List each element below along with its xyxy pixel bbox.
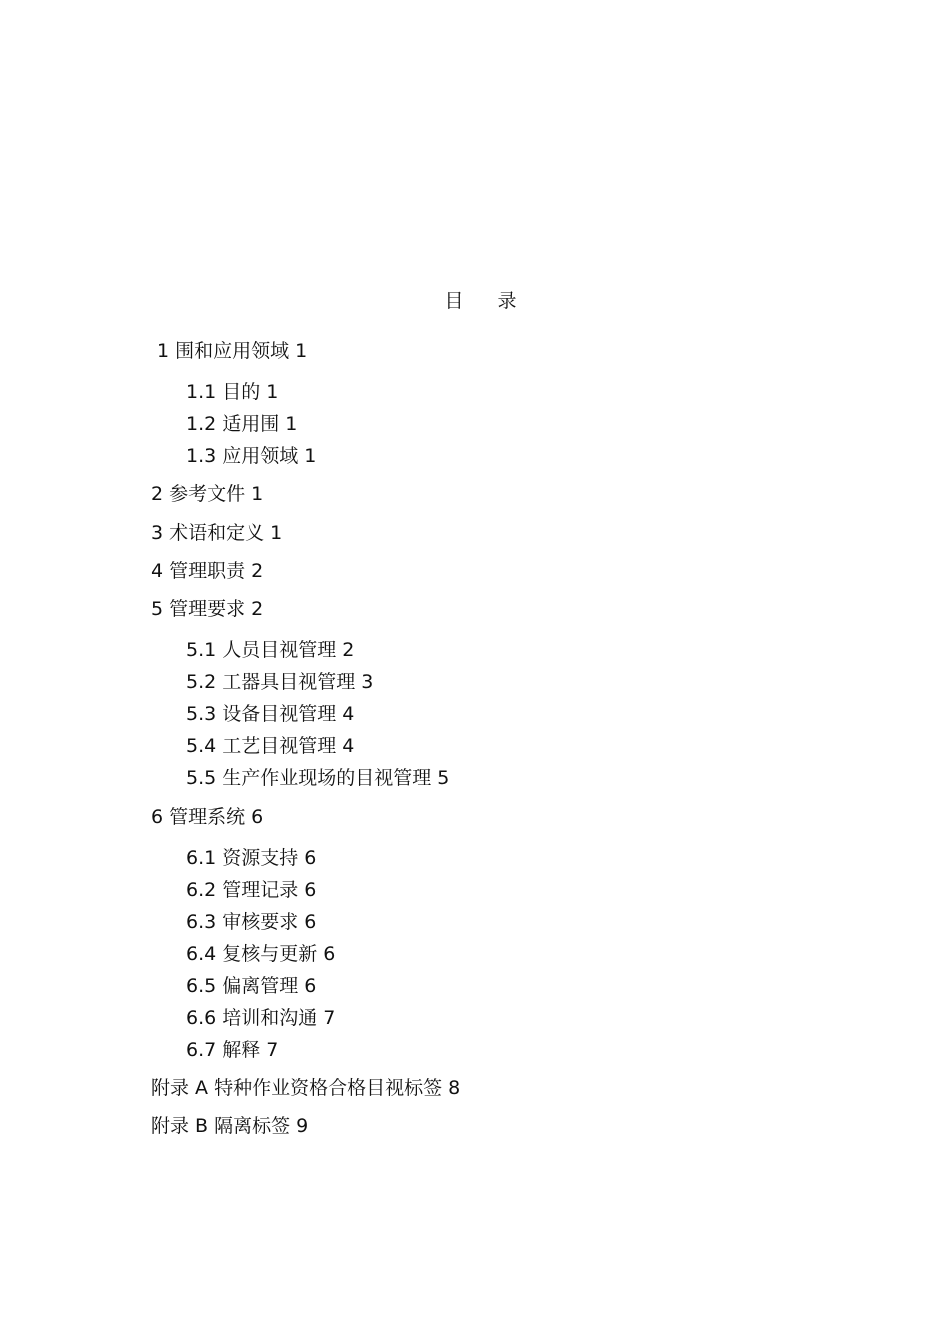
- toc-entry-1[interactable]: 1 围和应用领域 1: [157, 340, 308, 362]
- toc-entry-appendix-b[interactable]: 附录 B 隔离标签 9: [151, 1115, 309, 1137]
- toc-entry-1-1[interactable]: 1.1 目的 1: [186, 381, 279, 403]
- toc-entry-5-4[interactable]: 5.4 工艺目视管理 4: [186, 735, 355, 757]
- toc-entry-5[interactable]: 5 管理要求 2: [151, 598, 264, 620]
- toc-entry-5-2[interactable]: 5.2 工器具目视管理 3: [186, 671, 374, 693]
- toc-entry-5-5[interactable]: 5.5 生产作业现场的目视管理 5: [186, 767, 450, 789]
- toc-entry-6-2[interactable]: 6.2 管理记录 6: [186, 879, 317, 901]
- toc-title: 目 录: [444, 290, 531, 312]
- toc-entry-6-1[interactable]: 6.1 资源支持 6: [186, 847, 317, 869]
- toc-entry-3[interactable]: 3 术语和定义 1: [151, 522, 283, 544]
- toc-entry-1-3[interactable]: 1.3 应用领域 1: [186, 445, 317, 467]
- toc-entry-5-1[interactable]: 5.1 人员目视管理 2: [186, 639, 355, 661]
- toc-entry-6-5[interactable]: 6.5 偏离管理 6: [186, 975, 317, 997]
- toc-entry-6-3[interactable]: 6.3 审核要求 6: [186, 911, 317, 933]
- toc-entry-2[interactable]: 2 参考文件 1: [151, 483, 264, 505]
- toc-entry-6[interactable]: 6 管理系统 6: [151, 806, 264, 828]
- toc-entry-6-7[interactable]: 6.7 解释 7: [186, 1039, 279, 1061]
- toc-entry-1-2[interactable]: 1.2 适用围 1: [186, 413, 298, 435]
- toc-entry-4[interactable]: 4 管理职责 2: [151, 560, 264, 582]
- toc-entry-5-3[interactable]: 5.3 设备目视管理 4: [186, 703, 355, 725]
- toc-entry-6-6[interactable]: 6.6 培训和沟通 7: [186, 1007, 336, 1029]
- toc-entry-6-4[interactable]: 6.4 复核与更新 6: [186, 943, 336, 965]
- toc-entry-appendix-a[interactable]: 附录 A 特种作业资格合格目视标签 8: [151, 1077, 461, 1099]
